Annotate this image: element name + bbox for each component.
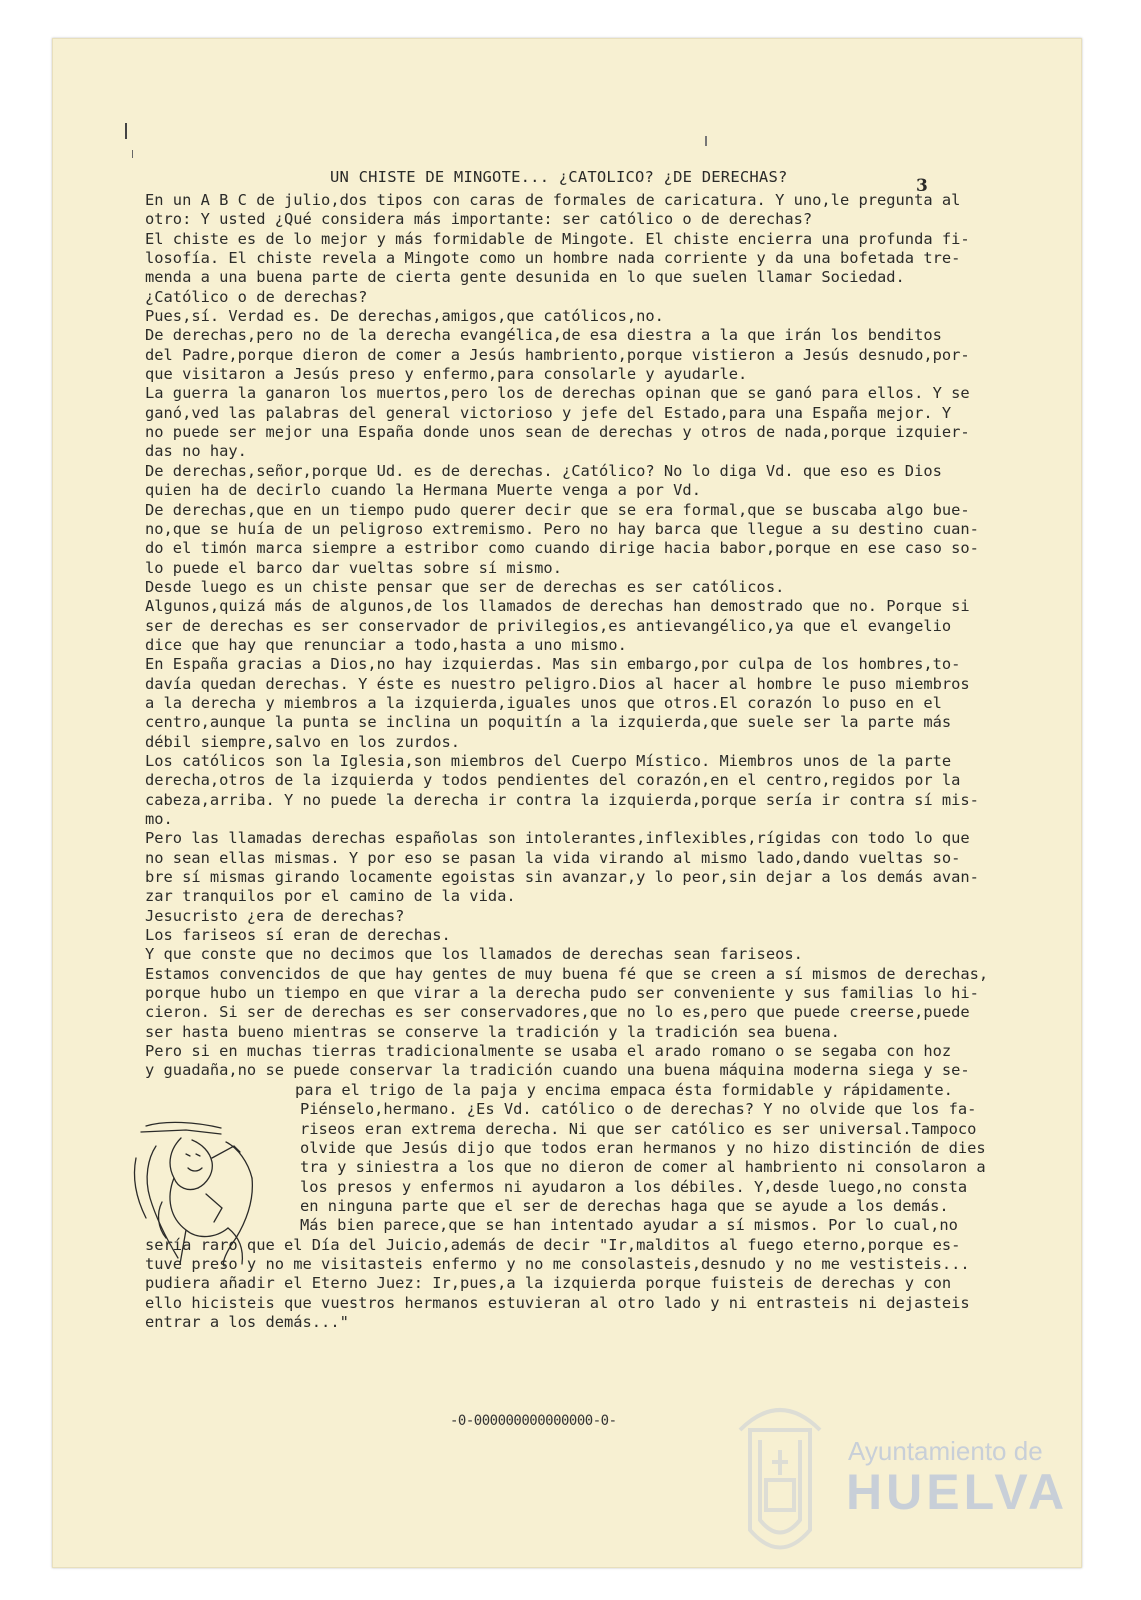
text-line: ganó,ved las palabras del general victorioso y jefe del Estado,para una España mejor. Y xyxy=(145,403,952,422)
text-line: a la derecha y miembros a la izquierda,iguales unos que otros.El corazón lo puso en el xyxy=(145,693,942,712)
text-line: De derechas,pero no de la derecha evangélica,de esa diestra a la que irán los benditos xyxy=(145,326,942,345)
watermark-text: Ayuntamiento de xyxy=(848,1436,1043,1466)
text-line: cabeza,arriba. Y no puede la derecha ir contra la izquierda,porque sería ir contra sí mis- xyxy=(145,790,979,809)
text-line: Y que conste que no decimos que los llamados de derechas sean fariseos. xyxy=(145,945,803,964)
text-line: ¿Católico o de derechas? xyxy=(145,287,368,306)
text-line: Pero las llamadas derechas españolas son intolerantes,inflexibles,rígidas con todo lo que xyxy=(145,829,970,848)
text-line: mo. xyxy=(145,810,173,828)
text-line: Pues,sí. Verdad es. De derechas,amigos,que católicos,no. xyxy=(145,307,664,326)
text-line: losofía. El chiste revela a Mingote como un hombre nada corriente y da una bofetada tre- xyxy=(145,249,961,268)
text-line: centro,aunque la punta se inclina un poquitín a la izquierda,que suele ser la parte más xyxy=(145,713,952,732)
text-line: que visitaron a Jesús preso y enfermo,para consolarle y ayudarle. xyxy=(145,365,748,384)
text-line: Más bien parece,que se han intentado ayudar a sí mismos. Por lo cual,no xyxy=(300,1216,958,1235)
text-line: Desde luego es un chiste pensar que ser de derechas es ser católicos. xyxy=(145,577,785,596)
text-line: en ninguna parte que el ser de derechas haga que se ayude a los demás. xyxy=(300,1196,949,1215)
text-line: En España gracias a Dios,no hay izquierdas. Mas sin embargo,por culpa de los hombres,to- xyxy=(145,655,961,674)
text-line: zar tranquilos por el camino de la vida. xyxy=(145,887,516,906)
document-title: UN CHISTE DE MINGOTE... ¿CATOLICO? ¿DE DERECHAS? xyxy=(330,168,788,186)
text-line: los presos y enfermos ni ayudaron a los débiles. Y,desde luego,no consta xyxy=(300,1177,968,1196)
text-line: lo puede el barco dar vueltas sobre sí mismo. xyxy=(145,558,562,577)
text-line: tra y siniestra a los que no dieron de comer al hambriento ni consolaron a xyxy=(300,1158,986,1177)
text-line: derecha,otros de la izquierda y todos pendientes del corazón,en el centro,regidos por la xyxy=(145,771,961,790)
text-line: das no hay. xyxy=(145,442,247,461)
text-line: Los fariseos sí eran de derechas. xyxy=(145,926,451,945)
text-line: ser de derechas es ser conservador de privilegios,es antievangélico,ya que el evangelio xyxy=(145,616,952,635)
text-line: no puede ser mejor una España donde unos sean de derechas y otros de nada,porque izquier- xyxy=(145,423,970,442)
text-line: porque hubo un tiempo en que virar a la derecha pudo ser conveniente y sus familias lo hi- xyxy=(145,984,979,1003)
text-line: Jesucristo ¿era de derechas? xyxy=(145,906,405,925)
text-line: olvide que Jesús dijo que todos eran hermanos y no hizo distinción de dies xyxy=(300,1138,986,1157)
text-line: Los católicos son la Iglesia,son miembros del Cuerpo Místico. Miembros unos de la parte xyxy=(145,751,952,770)
caricature-drawing xyxy=(126,1118,286,1268)
page-number: 3 xyxy=(916,176,928,196)
text-line: quien ha de decirlo cuando la Hermana Muerte venga a por Vd. xyxy=(145,481,701,500)
text-line: davía quedan derechas. Y éste es nuestro peligro.Dios al hacer al hombre le puso miembros xyxy=(145,674,970,693)
margin-mark xyxy=(125,123,127,139)
margin-mark xyxy=(705,136,707,146)
text-line: Pero si en muchas tierras tradicionalmente se usaba el arado romano o se segaba con hoz xyxy=(145,1042,952,1061)
text-line: menda a una buena parte de cierta gente desunida en lo que suelen llamar Sociedad. xyxy=(145,268,905,287)
text-line: pudiera añadir el Eterno Juez: Ir,pues,a la izquierda porque fuisteis de derechas y con xyxy=(145,1274,952,1293)
text-line: ello hicisteis que vuestros hermanos estuvieran al otro lado y ni entrasteis ni dejasteis xyxy=(145,1293,970,1312)
text-line: débil siempre,salvo en los zurdos. xyxy=(145,732,461,751)
text-line: no,que se huía de un peligroso extremismo. Pero no hay barca que llegue a su destino cuan- xyxy=(145,519,979,538)
text-line: sería raro que el Día del Juicio,además de decir "Ir,malditos al fuego eterno,porque es- xyxy=(145,1235,961,1254)
text-line: dice que hay que renunciar a todo,hasta a uno mismo. xyxy=(145,635,627,654)
text-line: Piénselo,hermano. ¿Es Vd. católico o de derechas? Y no olvide que los fa- xyxy=(300,1100,977,1119)
text-line: Estamos convencidos de que hay gentes de muy buena fé que se creen a sí mismos de derechas, xyxy=(145,964,989,983)
margin-mark xyxy=(132,150,133,158)
text-line: cieron. Si ser de derechas es ser conservadores,que no lo es,pero que puede creerse,puede xyxy=(145,1003,970,1022)
text-line: entrar a los demás..." xyxy=(145,1312,349,1331)
text-line: ser hasta bueno mientras se conserve la tradición y la tradición sea buena. xyxy=(145,1022,840,1041)
text-line: otro: Y usted ¿Qué considera más importante: ser católico o de derechas? xyxy=(145,210,813,229)
text-line: Algunos,quizá más de algunos,de los llamados de derechas han demostrado que no. Porque si xyxy=(145,597,970,616)
text-line: De derechas,que en un tiempo pudo querer decir que se era formal,que se buscaba algo bue- xyxy=(145,500,970,519)
text-line: El chiste es de lo mejor y más formidable de Mingote. El chiste encierra una profunda fi- xyxy=(145,229,970,248)
text-line: no sean ellas mismas. Y por eso se pasan la vida virando al mismo lado,dando vueltas so- xyxy=(145,848,961,867)
text-line: do el timón marca siempre a estribor como cuando dirige hacia babor,porque en ese caso so- xyxy=(145,539,979,558)
text-line: La guerra la ganaron los muertos,pero los de derechas opinan que se ganó para ellos. Y se xyxy=(145,384,970,403)
text-line: De derechas,señor,porque Ud. es de derechas. ¿Católico? No lo diga Vd. que eso es Dios xyxy=(145,461,942,480)
text-line: tuve preso y no me visitasteis enfermo y no me consolasteis,desnudo y no me vestisteis... xyxy=(145,1254,970,1273)
end-separator: -0-000000000000000-0- xyxy=(450,1413,617,1429)
watermark-text: HUELVA xyxy=(846,1464,1069,1520)
text-line: bre sí mismas girando locamente egoistas sin avanzar,y lo peor,sin dejar a los demás avan- xyxy=(145,868,979,887)
text-line: del Padre,porque dieron de comer a Jesús hambriento,porque vistieron a Jesús desnudo,por- xyxy=(145,345,970,364)
text-line: riseos eran extrema derecha. Ni que ser católico es ser universal.Tampoco xyxy=(300,1119,977,1138)
text-line: En un A B C de julio,dos tipos con caras de formales de caricatura. Y uno,le pregunta al xyxy=(145,191,961,209)
text-line: para el trigo de la paja y encima empaca ésta formidable y rápidamente. xyxy=(295,1080,953,1099)
text-line: y guadaña,no se puede conservar la tradición cuando una buena máquina moderna siega y se- xyxy=(145,1061,970,1080)
